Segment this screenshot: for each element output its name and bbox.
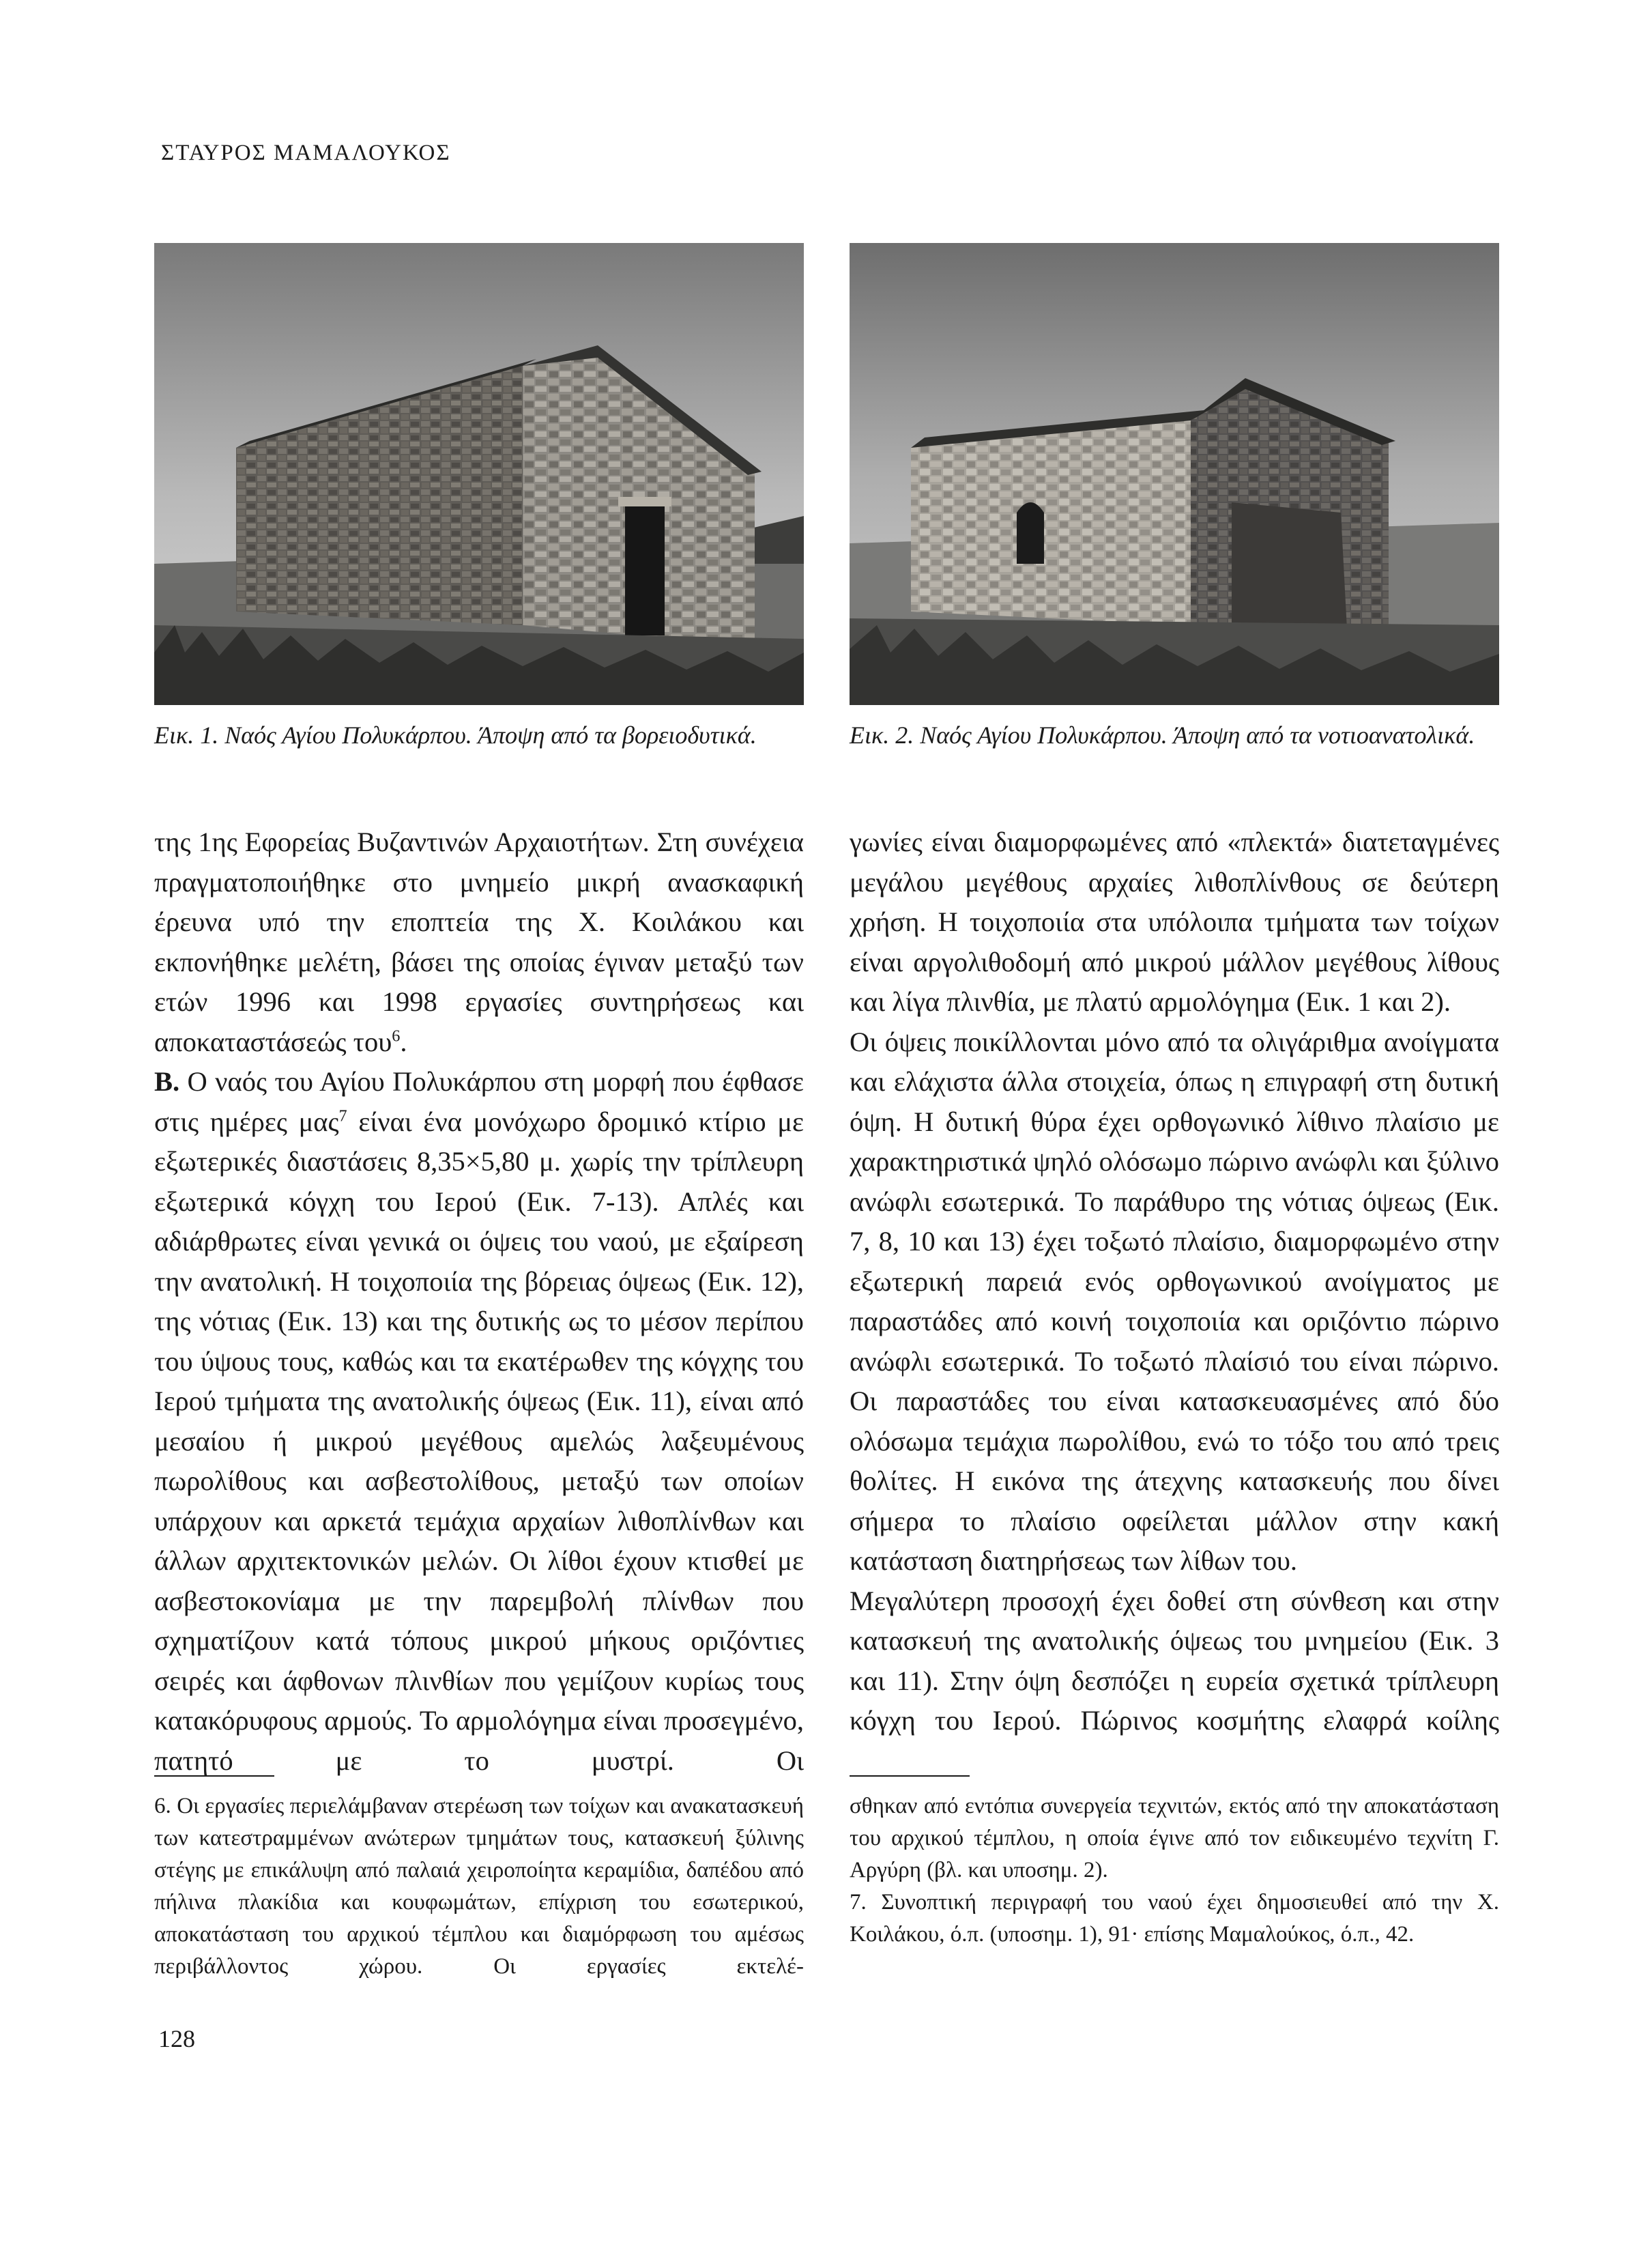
footnote-7: 7. Συνοπτική περιγραφή του ναού έχει δημοσιευθεί από την Χ. Κοιλάκου, ό.π. (υποσημ. 1), 91· επίσης Μαμαλούκος, ό.π., 42. (850, 1890, 1499, 1947)
footnote-ref-7: 7 (338, 1106, 347, 1125)
paragraph: γωνίες είναι διαμορφωμένες από «πλεκτά» διατεταγμένες μεγάλου μεγέθους αρχαίες λιθοπλίνθους σε δεύτερη χρήση. Η τοιχοποιία στα υπόλοιπα τμήματα των τοίχων είναι αργολιθοδομή από μικρού μάλλον μεγέθους λίθους και λίγα πλινθία, με πλατύ αρμολόγημα (Εικ. 1 και 2). (850, 827, 1499, 1017)
church-southeast-photo (850, 243, 1499, 705)
page-number: 128 (158, 2025, 195, 2052)
section-label: Β. (154, 1066, 180, 1097)
figure-1-photo (154, 243, 804, 705)
body-column-left (154, 822, 804, 1781)
footnote-rule (850, 1775, 970, 1777)
paragraph-text: Ο ναός του Αγίου Πολυκάρπου στη μορφή που έφθασε στις ημέρες μας (154, 1066, 804, 1137)
footnote-ref-6: 6 (392, 1027, 401, 1045)
footnotes-right (850, 1790, 1499, 1951)
church-northwest-photo (154, 243, 804, 705)
paragraph (154, 822, 804, 1062)
footnote-6: 6. Οι εργασίες περιελάμβαναν στερέωση των τοίχων και ανακατασκευή των κατεστραμμένων ανώτερων τμημάτων τους, κατασκευή ξύλινης στέγης με επικάλυψη από παλαιά χειροποίητα κεραμίδια, δαπέδου από πήλινα πλακίδια και κουφωμάτων, επίχριση του εσωτερικού, αποκατάσταση του αρχικού τέμπλου και διαμόρφωση του αμέσως περιβάλλοντος χώρου. Οι εργασίες εκτελέ- (154, 1794, 804, 1979)
figure-2-photo (850, 243, 1499, 705)
body-column-right (850, 822, 1499, 1741)
paragraph: Μεγαλύτερη προσοχή έχει δοθεί στη σύνθεση και στην κατασκευή της ανατολικής όψεως του μνημείου (Εικ. 3 και 11). Στην όψη δεσπόζει η ευρεία σχετικά τρίπλευρη κόγχη του Ιερού. Πώρινος κοσμήτης ελαφρά κοίλης (850, 1585, 1499, 1736)
running-head: ΣΤΑΥΡΟΣ ΜΑΜΑΛΟΥΚΟΣ (161, 141, 451, 165)
figure-2-caption: Εικ. 2. Ναός Αγίου Πολυκάρπου. Άποψη από τα νοτιοανατολικά. (850, 721, 1475, 749)
figure-1-caption: Εικ. 1. Ναός Αγίου Πολυκάρπου. Άποψη από τα βορειοδυτικά. (154, 721, 757, 749)
paragraph-end: . (400, 1026, 407, 1057)
paragraph-text: είναι ένα μονόχωρο δρομικό κτίριο με εξωτερικές διαστάσεις 8,35×5,80 μ. χωρίς την τρίπλευρη εξωτερικά κόγχη του Ιερού (Εικ. 7-13). Απλές και αδιάρθρωτες είναι γενικά οι όψεις του ναού, με εξαίρεση την ανατολική. Η τοιχοποιία της βόρειας όψεως (Εικ. 12), της νότιας (Εικ. 13) και της δυτικής ως το μέσον περίπου του ύψους τους, καθώς και τα εκατέρωθεν της κόγχης του Ιερού τμήματα της ανατολικής όψεως (Εικ. 11), είναι από μεσαίου ή μικρού μεγέθους αμελώς λαξευμένους πωρολίθους και ασβεστολίθους, μεταξύ των οποίων υπάρχουν και αρκετά τεμάχια αρχαίων λιθοπλίνθων και άλλων αρχιτεκτονικών μελών. Οι λίθοι έχουν κτισθεί με ασβεστοκονίαμα με την παρεμβολή πλίνθων που σχηματίζουν κατά τόπους μικρού μήκους οριζόντιες σειρές και άφθονων πλινθίων που γεμίζουν κυρίως τους κατακόρυφους αρμούς. Το αρμολόγημα είναι προσεγμένο, πατητό με το μυστρί. Οι (154, 1106, 804, 1776)
footnote-6-continued: σθηκαν από εντόπια συνεργεία τεχνιτών, εκτός από την αποκατάσταση του αρχικού τέμπλου, η οποία έγινε από τον ειδικευμένο τεχνίτη Γ. Αργύρη (βλ. και υποσημ. 2). (850, 1794, 1499, 1882)
paragraph (154, 1062, 804, 1781)
footnotes-left (154, 1790, 804, 1983)
paragraph: Οι όψεις ποικίλλονται μόνο από τα ολιγάριθμα ανοίγματα και ελάχιστα άλλα στοιχεία, όπως η επιγραφή στη δυτική όψη. Η δυτική θύρα έχει ορθογωνικό λίθινο πλαίσιο με χαρακτηριστικά ψηλό ολόσωμο πώρινο ανώφλι και ξύλινο ανώφλι εσωτερικά. Το παράθυρο της νότιας όψεως (Εικ. 7, 8, 10 και 13) έχει τοξωτό πλαίσιο, διαμορφωμένο στην εξωτερική παρειά ενός ορθογωνικού ανοίγματος με παραστάδες από κοινή τοιχοποιία και οριζόντιο πώρινο ανώφλι εσωτερικά. Το τοξωτό πλαίσιό του είναι πώρινο. Οι παραστάδες του είναι κατασκευασμένες από δύο ολόσωμα τεμάχια πωρολίθου, ενώ το τόξο του από τρεις θολίτες. Η εικόνα της άτεχνης κατασκευής που δίνει σήμερα το πλαίσιο οφείλεται μάλλον στην κακή κατάσταση διατηρήσεως των λίθων του. (850, 1026, 1499, 1576)
paragraph-text: της 1ης Εφορείας Βυζαντινών Αρχαιοτήτων. Στη συνέχεια πραγματοποιήθηκε στο μνημείο μικρή ανασκαφική έρευνα υπό την εποπτεία της Χ. Κοιλάκου και εκπονήθηκε μελέτη, βάσει της οποίας έγιναν μεταξύ των ετών 1996 και 1998 εργασίες συντηρήσεως και αποκαταστάσεώς του (154, 827, 804, 1057)
footnote-rule (154, 1775, 274, 1777)
